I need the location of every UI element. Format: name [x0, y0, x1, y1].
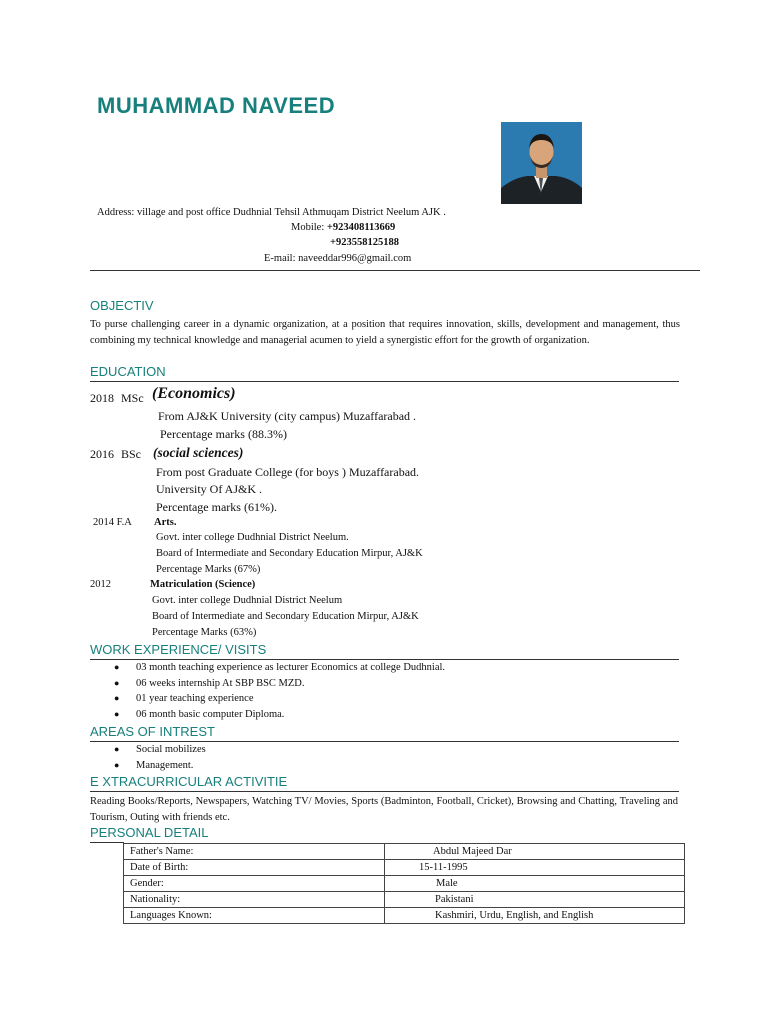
bullet-icon: ● [114, 678, 120, 688]
extracurricular-text: Reading Books/Reports, Newspapers, Watching TV/ Movies, Sports (Badminton, Football, Cricket), Browsing and Chatting, Traveling and Tourism, Outing with friends etc. [90, 796, 678, 823]
bsc-field: (social sciences) [153, 445, 244, 460]
matric-field: Matriculation (Science) [150, 579, 256, 590]
msc-year: 2018 [90, 391, 114, 405]
table-cell-value: Abdul Majeed Dar [385, 844, 685, 860]
bullet-icon: ● [114, 693, 120, 703]
bsc-marks: Percentage marks (61%). [156, 500, 277, 514]
fa-institution: Govt. inter college Dudhnial District Neelum. [156, 532, 349, 543]
list-item [114, 709, 284, 720]
candidate-name: MUHAMMAD NAVEED [97, 93, 336, 118]
list-item [114, 678, 305, 689]
table-cell-label: Gender: [124, 876, 385, 892]
list-item-text: 01 year teaching experience [136, 693, 254, 704]
table-cell-label: Nationality: [124, 892, 385, 908]
table-cell-value: Male [385, 876, 685, 892]
list-item-text: Management. [136, 760, 194, 771]
interest-divider [90, 741, 679, 742]
table-row [124, 860, 685, 876]
table-cell-value: 15-11-1995 [385, 860, 685, 876]
personal-detail-table [123, 843, 685, 924]
bsc-degree: BSc [121, 447, 142, 461]
interest-heading: AREAS OF INTREST [90, 724, 215, 739]
bsc-year: 2016 [90, 447, 114, 461]
msc-institution: From AJ&K University (city campus) Muzaffarabad . [158, 409, 417, 423]
work-heading: WORK EXPERIENCE/ VISITS [90, 642, 267, 657]
bullet-icon: ● [114, 760, 120, 770]
objective-heading: OBJECTIV [90, 298, 154, 313]
bullet-icon: ● [114, 662, 120, 672]
matric-year: 2012 [90, 579, 111, 590]
mobile-label: Mobile: [291, 222, 325, 233]
list-item [114, 662, 445, 673]
address-line: Address: village and post office Dudhnial Tehsil Athmuqam District Neelum AJK . [97, 207, 446, 218]
list-item [114, 760, 193, 771]
msc-degree: MSc [121, 391, 144, 405]
bullet-icon: ● [114, 744, 120, 754]
matric-marks: Percentage Marks (63%) [152, 627, 257, 638]
matric-board: Board of Intermediate and Secondary Education Mirpur, AJ&K [152, 611, 419, 622]
matric-institution: Govt. inter college Dudhnial District Neelum [152, 595, 343, 606]
mobile-number-2[interactable]: +923558125188 [330, 237, 399, 248]
table-cell-value: Kashmiri, Urdu, English, and English [385, 908, 685, 924]
fa-field: Arts. [154, 517, 177, 528]
personal-divider [90, 842, 124, 843]
table-row [124, 844, 685, 860]
header-divider [90, 270, 700, 271]
extracurricular-heading: E XTRACURRICULAR ACTIVITIE [90, 774, 288, 789]
bsc-institution: From post Graduate College (for boys ) Muzaffarabad. [156, 465, 420, 479]
mobile-number-1[interactable]: +923408113669 [326, 222, 396, 233]
list-item [114, 693, 253, 704]
personal-heading: PERSONAL DETAIL [90, 825, 209, 840]
bsc-university: University Of AJ&K . [156, 482, 262, 496]
mobile-line [291, 222, 395, 233]
fa-year: 2014 F.A [93, 517, 132, 528]
bullet-icon: ● [114, 709, 120, 719]
objective-text: To purse challenging career in a dynamic organization, at a position that requires innovation, skills, development and management, thus combining my technical knowledge and managerial acumen to yield a synergistic effort for the growth of organization. [90, 319, 680, 346]
education-heading: EDUCATION [90, 364, 166, 379]
table-cell-label: Languages Known: [124, 908, 385, 924]
profile-photo [501, 122, 582, 204]
list-item-text: 03 month teaching experience as lecturer Economics at college Dudhnial. [136, 662, 446, 673]
msc-field: (Economics) [152, 385, 236, 402]
work-divider [90, 659, 679, 660]
table-cell-label: Father's Name: [124, 844, 385, 860]
msc-marks: Percentage marks (88.3%) [160, 427, 287, 441]
list-item-text: 06 month basic computer Diploma. [136, 709, 285, 720]
education-divider [90, 381, 679, 382]
list-item-text: 06 weeks internship At SBP BSC MZD. [136, 678, 305, 689]
table-row [124, 876, 685, 892]
list-item-text: Social mobilizes [136, 744, 206, 755]
list-item [114, 744, 206, 755]
table-row [124, 908, 685, 924]
table-cell-label: Date of Birth: [124, 860, 385, 876]
extracurricular-divider [90, 791, 679, 792]
fa-board: Board of Intermediate and Secondary Education Mirpur, AJ&K [156, 548, 423, 559]
table-cell-value: Pakistani [385, 892, 685, 908]
table-row [124, 892, 685, 908]
fa-marks: Percentage Marks (67%) [156, 564, 261, 575]
email-line[interactable]: E-mail: naveeddar996@gmail.com [264, 253, 412, 264]
